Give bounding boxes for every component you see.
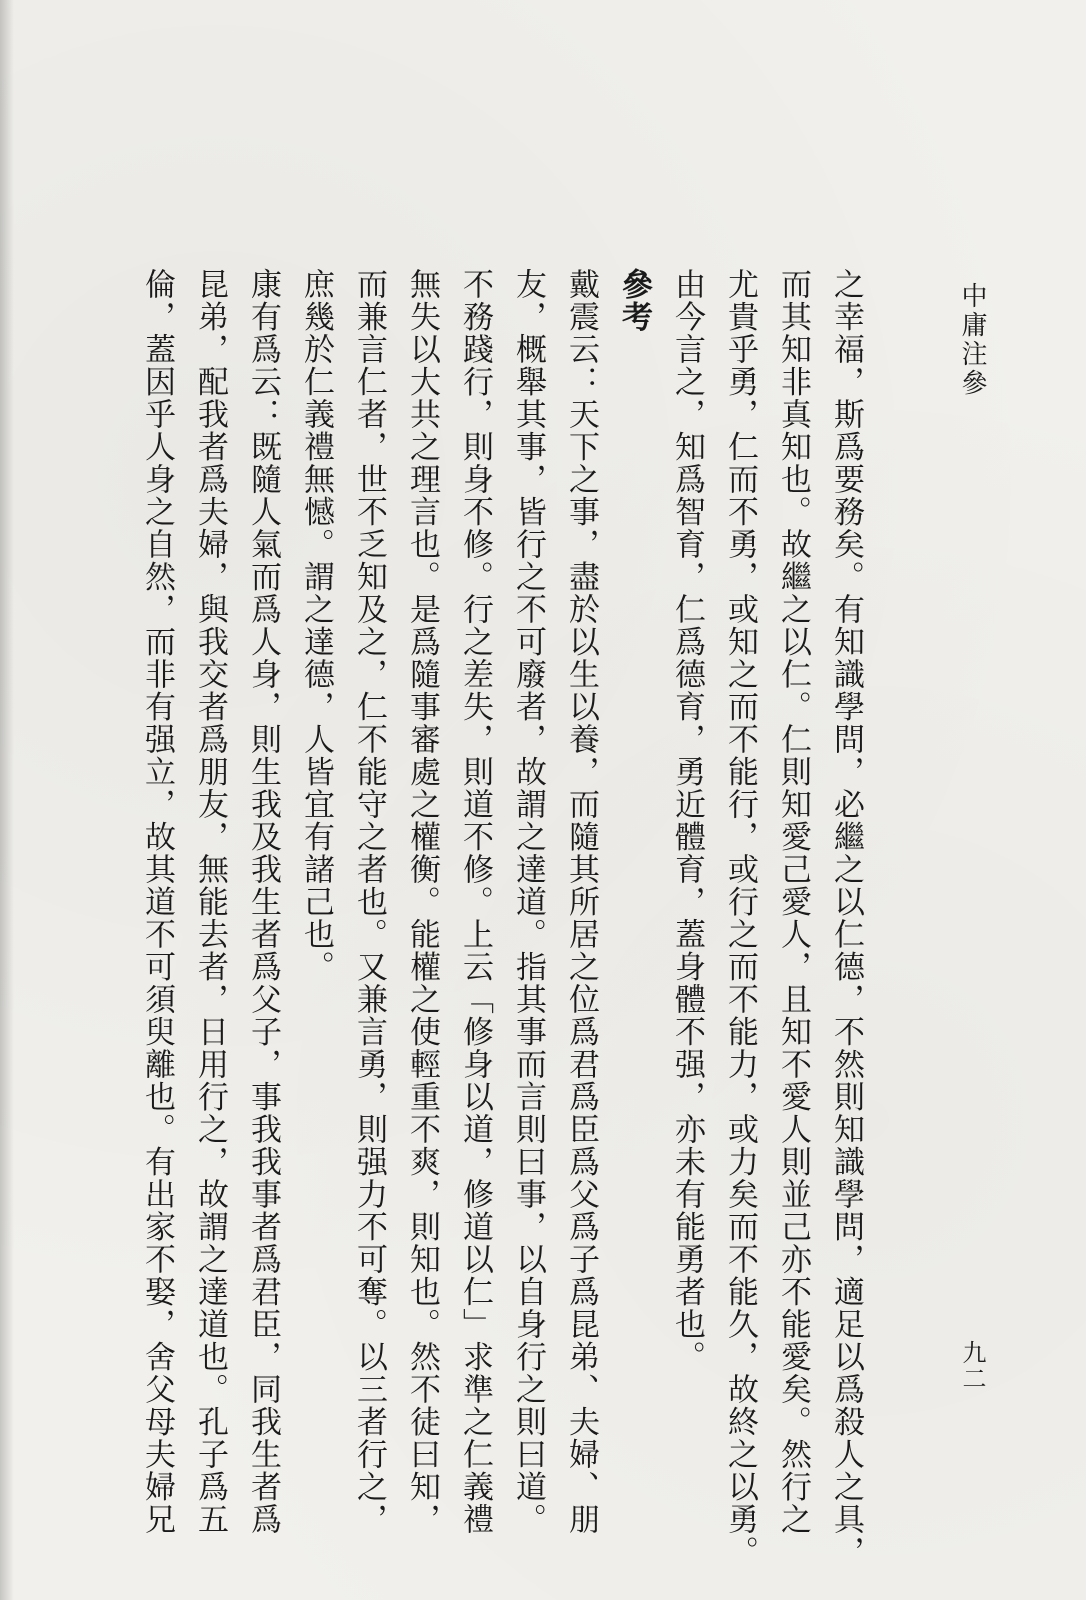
text-column: 而兼言仁者，世不乏知及之，仁不能守之者也。又兼言勇，則强力不可奪。以三者行之，	[351, 268, 387, 1536]
section-heading: 參考	[616, 268, 652, 333]
text-column: 而其知非真知也。故繼之以仁。仁則知愛己愛人，且知不愛人則並己亦不能愛矣。然行之	[775, 268, 811, 1536]
text-column: 康有爲云：既隨人氣而爲人身，則生我及我生者爲父子，事我我事者爲君臣，同我生者爲	[245, 268, 281, 1536]
text-column: 戴震云：天下之事，盡於以生以養，而隨其所居之位爲君爲臣爲父爲子爲昆弟、夫婦、朋	[563, 268, 599, 1536]
text-column: 昆弟，配我者爲夫婦，與我交者爲朋友，無能去者，日用行之，故謂之達道也。孔子爲五	[192, 268, 228, 1536]
text-column: 之幸福，斯爲要務矣。有知識學問，必繼之以仁德，不然則知識學問，適足以爲殺人之具，	[828, 268, 864, 1568]
page-number: 九二	[958, 1340, 986, 1392]
page-edge-shadow	[0, 0, 14, 1600]
vertical-body-text	[130, 268, 872, 1568]
text-column: 不務踐行，則身不修。行之差失，則道不修。上云「修身以道，修道以仁」求準之仁義禮	[457, 268, 493, 1536]
text-column: 無失以大共之理言也。是爲隨事審處之權衡。能權之使輕重不爽，則知也。然不徒曰知，	[404, 268, 440, 1536]
text-column: 庶幾於仁義禮無憾。謂之達德，人皆宜有諸己也。	[298, 268, 334, 983]
text-column: 友，概舉其事，皆行之不可廢者，故謂之達道。指其事而言則曰事，以自身行之則曰道。	[510, 268, 546, 1536]
text-column: 由今言之，知爲智育，仁爲德育，勇近體育，蓋身體不强，亦未有能勇者也。	[669, 268, 705, 1373]
running-header-title: 中庸注參	[957, 282, 987, 398]
text-column: 尤貴乎勇，仁而不勇，或知之而不能行，或行之而不能力，或力矣而不能久，故終之以勇。	[722, 268, 758, 1568]
text-column: 倫，蓋因乎人身之自然，而非有强立，故其道不可須臾離也。有出家不娶，舍父母夫婦兄	[139, 268, 175, 1536]
